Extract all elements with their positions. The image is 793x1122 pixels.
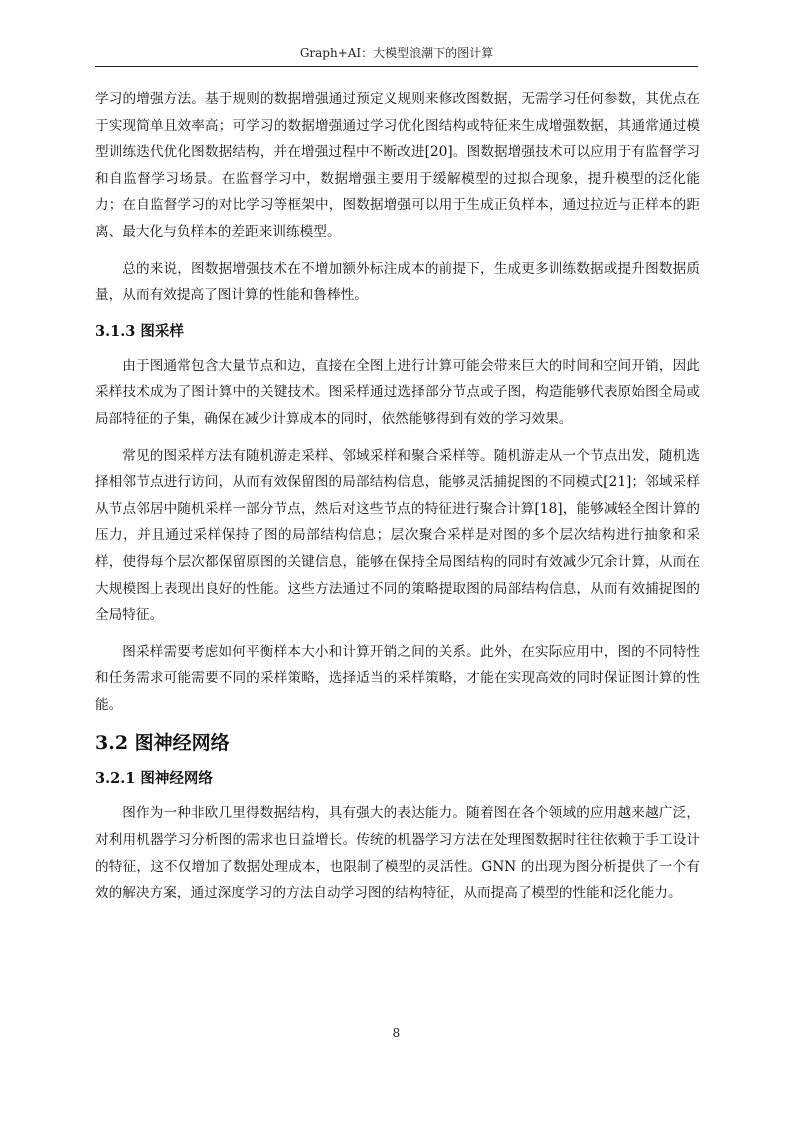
running-header: Graph+AI：大模型浪潮下的图计算 bbox=[299, 46, 494, 60]
paragraph-sampling-methods: 常见的图采样方法有随机游走采样、邻域采样和聚合采样等。随机游走从一个节点出发，随机选择相邻节点进行访问，从而有效保留图的局部结构信息，能够灵活捕捉图的不同模式[21]；邻域采样从节点邻居中随机采样一部分节点，然后对这些节点的特征进行聚合计算[18]，能够减轻全图计算的压力，并且通过采样保持了图的局部结构信息；层次聚合采样是对图的多个层次结构进行抽象和采样，使得每个层次都保留原图的关键信息，能够在保持全局图结构的同时有效减少冗余计算，从而在大规模图上表现出良好的性能。这些方法通过不同的策略提取图的局部结构信息，从而有效捕捉图的全局特征。 bbox=[95, 447, 700, 624]
page-number: 8 bbox=[392, 1026, 401, 1040]
header-divider bbox=[95, 66, 698, 67]
paragraph-sampling-intro: 由于图通常包含大量节点和边，直接在全图上进行计算可能会带来巨大的时间和空间开销，因此采样技术成为了图计算中的关键技术。图采样通过选择部分节点或子图，构造能够代表原始图全局或局部特征的子集，确保在减少计算成本的同时，依然能够得到有效的学习效果。 bbox=[95, 357, 700, 427]
section-heading-3-2-1: 3.2.1 图神经网络 bbox=[95, 770, 213, 788]
section-heading-3-2: 3.2 图神经网络 bbox=[95, 732, 230, 755]
paragraph-sampling-tradeoff: 图采样需要考虑如何平衡样本大小和计算开销之间的关系。此外，在实际应用中，图的不同特性和任务需求可能需要不同的采样策略，选择适当的采样策略，才能在实现高效的同时保证图计算的性能。 bbox=[95, 643, 700, 713]
section-heading-3-1-3: 3.1.3 图采样 bbox=[95, 322, 184, 340]
paragraph-gnn-intro: 图作为一种非欧几里得数据结构，具有强大的表达能力。随着图在各个领域的应用越来越广泛，对利用机器学习分析图的需求也日益增长。传统的机器学习方法在处理图数据时往往依赖于手工设计的特征，这不仅增加了数据处理成本，也限制了模型的灵活性。GNN 的出现为图分析提供了一个有效的解决方案，通过深度学习的方法自动学习图的结构特征，从而提高了模型的性能和泛化能力。 bbox=[95, 805, 700, 902]
paragraph-augmentation-methods: 学习的增强方法。基于规则的数据增强通过预定义规则来修改图数据，无需学习任何参数，其优点在于实现简单且效率高；可学习的数据增强通过学习优化图结构或特征来生成增强数据，其通常通过模型训练迭代优化图数据结构，并在增强过程中不断改进[20]。图数据增强技术可以应用于有监督学习和自监督学习场景。在监督学习中，数据增强主要用于缓解模型的过拟合现象，提升模型的泛化能力；在自监督学习的对比学习等框架中，图数据增强可以用于生成正负样本，通过拉近与正样本的距离、最大化与负样本的差距来训练模型。 bbox=[95, 91, 700, 240]
page-body bbox=[95, 86, 700, 917]
paragraph-augmentation-summary: 总的来说，图数据增强技术在不增加额外标注成本的前提下，生成更多训练数据或提升图数据质量，从而有效提高了图计算的性能和鲁棒性。 bbox=[95, 260, 700, 304]
